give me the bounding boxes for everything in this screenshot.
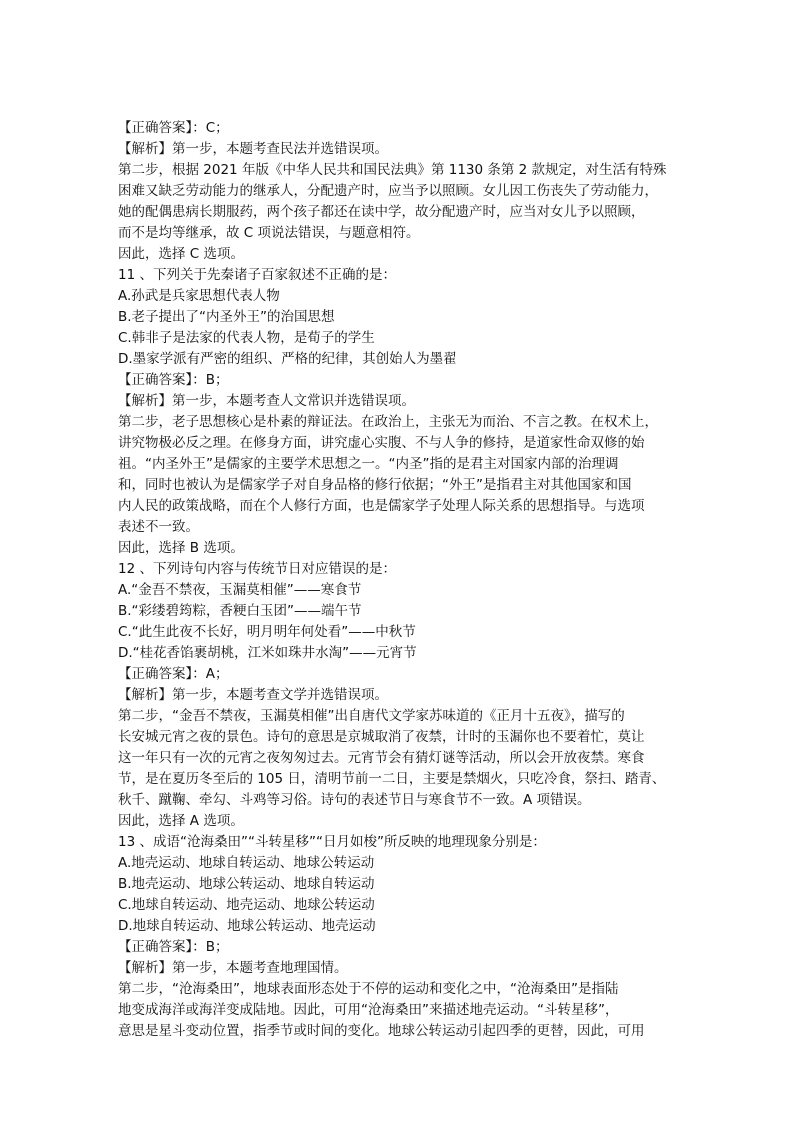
text-line: 而不是均等继承，故 C 项说法错误，与题意相符。 — [118, 225, 420, 241]
text-line: B.“彩缕碧筠粽，香粳白玉团”——端午节 — [118, 603, 362, 619]
text-line: 节，是在夏历冬至后的 105 日，清明节前一二日，主要是禁烟火，只吃冷食，祭扫、踏青、 — [118, 771, 666, 787]
text-line: 和，同时也被认为是儒家学子对自身品格的修行依据；“外王”是指君主对其他国家和国 — [118, 477, 632, 493]
text-line: 她的配偶患病长期服药，两个孩子都还在读中学，故分配遗产时，应当对女儿予以照顾， — [118, 204, 645, 220]
text-line: 这一年只有一次的元宵之夜匆匆过去。元宵节会有猜灯谜等活动，所以会开放夜禁。寒食 — [118, 750, 645, 766]
text-line: 11 、下列关于先秦诸子百家叙述不正确的是： — [118, 267, 396, 283]
text-line: 【解析】第一步，本题考查人文常识并选错误项。 — [118, 393, 415, 409]
text-line: 第二步，“金吾不禁夜，玉漏莫相催”出自唐代文学家苏味道的《正月十五夜》，描写的 — [118, 708, 625, 724]
text-line: 意思是星斗变动位置，指季节或时间的变化。地球公转运动引起四季的更替，因此，可用 — [118, 1023, 645, 1039]
text-line: A.孙武是兵家思想代表人物 — [118, 288, 280, 304]
text-line: 地变成海洋或海洋变成陆地。因此，可用“沧海桑田”来描述地壳运动。“斗转星移”， — [118, 1002, 619, 1018]
text-line: C.地球自转运动、地壳运动、地球公转运动 — [118, 897, 375, 913]
text-line: D.地球自转运动、地球公转运动、地壳运动 — [118, 918, 376, 934]
text-line: 13 、成语“沧海桑田”“斗转星移”“日月如梭”所反映的地理现象分别是： — [118, 834, 546, 850]
text-line: 因此，选择 A 选项。 — [118, 813, 244, 829]
text-line: 【解析】第一步，本题考查民法并选错误项。 — [118, 141, 388, 157]
text-line: 表述不一致。 — [118, 519, 199, 535]
text-line: A.地壳运动、地球自转运动、地球公转运动 — [118, 855, 375, 871]
text-line: 【正确答案】：B； — [118, 372, 229, 388]
text-line: 讲究物极必反之理。在修身方面，讲究虚心实腹、不与人争的修持，是道家性命双修的始 — [118, 435, 645, 451]
text-line: D.“桂花香馅裹胡桃，江米如珠井水淘”——元宵节 — [118, 645, 417, 661]
document-body — [118, 118, 678, 1042]
text-line: A.“金吾不禁夜，玉漏莫相催”——寒食节 — [118, 582, 362, 598]
text-line: 第二步，根据 2021 年版《中华人民共和国民法典》第 1130 条第 2 款规定，对生活有特殊 — [118, 162, 667, 178]
text-line: 因此，选择 C 选项。 — [118, 246, 245, 262]
text-line: B.地壳运动、地球公转运动、地球自转运动 — [118, 876, 375, 892]
text-line: 长安城元宵之夜的景色。诗句的意思是京城取消了夜禁，计时的玉漏你也不要着忙，莫让 — [118, 729, 645, 745]
text-line: C.韩非子是法家的代表人物，是荀子的学生 — [118, 330, 375, 346]
text-line: 【解析】第一步，本题考查文学并选错误项。 — [118, 687, 388, 703]
text-line: 内人民的政策战略，而在个人修行方面，也是儒家学子处理人际关系的思想指导。与选项 — [118, 498, 645, 514]
text-line: 【解析】第一步，本题考查地理国情。 — [118, 960, 348, 976]
text-line: 祖。“内圣外王”是儒家的主要学术思想之一。“内圣”指的是君主对国家内部的治理调 — [118, 456, 619, 472]
text-line: 【正确答案】：A； — [118, 666, 229, 682]
text-line: 【正确答案】：B； — [118, 939, 229, 955]
text-line: 因此，选择 B 选项。 — [118, 540, 244, 556]
text-line: D.墨家学派有严密的组织、严格的纪律，其创始人为墨翟 — [118, 351, 457, 367]
text-line: C.“此生此夜不长好，明月明年何处看”——中秋节 — [118, 624, 416, 640]
text-line: 秋千、蹴鞠、牵勾、斗鸡等习俗。诗句的表述节日与寒食节不一致。A 项错误。 — [118, 792, 591, 808]
text-line: 困难又缺乏劳动能力的继承人，分配遗产时，应当予以照顾。女儿因工伤丧失了劳动能力， — [118, 183, 658, 199]
text-line: 12 、下列诗句内容与传统节日对应错误的是： — [118, 561, 396, 577]
text-line: 第二步，老子思想核心是朴素的辩证法。在政治上，主张无为而治、不言之教。在权术上， — [118, 414, 658, 430]
text-line: B.老子提出了“内圣外王”的治国思想 — [118, 309, 335, 325]
text-line: 第二步，“沧海桑田”，地球表面形态处于不停的运动和变化之中，“沧海桑田”是指陆 — [118, 981, 619, 997]
text-line: 【正确答案】：C； — [118, 120, 229, 136]
